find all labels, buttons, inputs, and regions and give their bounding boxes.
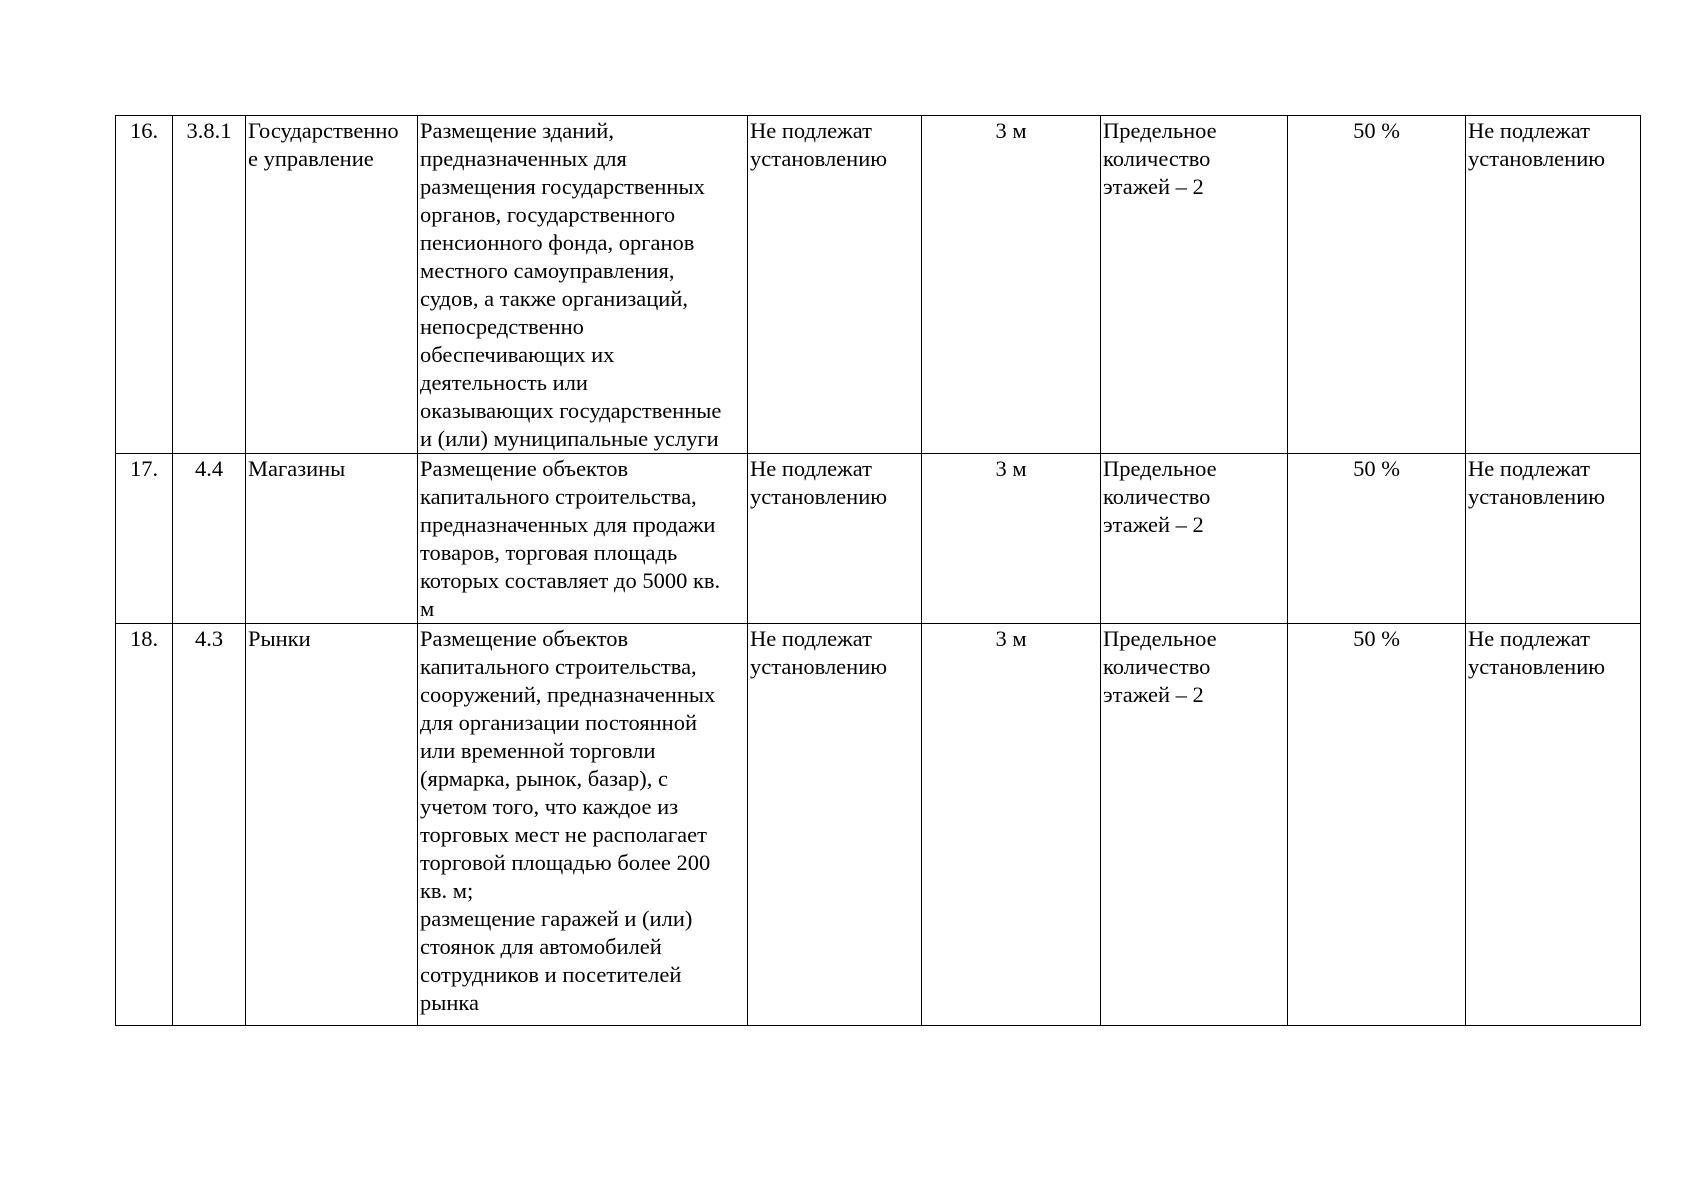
row-col-b-cell: 3 м (922, 116, 1101, 454)
row-description-cell: Размещение объектов капитального строительства, предназначенных для продажи товаров, торговая площадь которых составляет до 5000 кв. м (418, 454, 748, 624)
row-col-e-cell: Не подлежат установлению (1466, 454, 1641, 624)
row-description-cell: Размещение объектов капитального строительства, сооружений, предназначенных для организации постоянной или временной торговли (ярмарка, рынок, базар), с учетом того, что каждое из торговых мест не располагает торговой площадью более 200 кв. м; размещение гаражей и (или) стоянок для автомобилей сотрудников и посетителей рынка (418, 624, 748, 1026)
row-code-cell: 3.8.1 (173, 116, 246, 454)
row-col-c-cell: Предельное количество этажей – 2 (1101, 116, 1288, 454)
table-row (116, 116, 1641, 454)
row-col-a-cell: Не подлежат установлению (748, 624, 922, 1026)
row-name-cell: Рынки (246, 624, 418, 1026)
row-col-d-cell: 50 % (1288, 454, 1466, 624)
row-description-cell: Размещение зданий, предназначенных для размещения государственных органов, государственного пенсионного фонда, органов местного самоуправления, судов, а также организаций, непосредственно обеспечивающих их деятельность или оказывающих государственные и (или) муниципальные услуги (418, 116, 748, 454)
row-code-cell: 4.4 (173, 454, 246, 624)
row-number-cell: 18. (116, 624, 173, 1026)
row-name-cell: Государственно е управление (246, 116, 418, 454)
land-use-table (115, 115, 1641, 1026)
row-col-d-cell: 50 % (1288, 624, 1466, 1026)
row-name-cell: Магазины (246, 454, 418, 624)
row-col-e-cell: Не подлежат установлению (1466, 116, 1641, 454)
table-row (116, 624, 1641, 1026)
row-col-e-cell: Не подлежат установлению (1466, 624, 1641, 1026)
row-col-c-cell: Предельное количество этажей – 2 (1101, 454, 1288, 624)
row-number-cell: 17. (116, 454, 173, 624)
row-col-a-cell: Не подлежат установлению (748, 116, 922, 454)
table-row (116, 454, 1641, 624)
row-col-b-cell: 3 м (922, 624, 1101, 1026)
row-col-a-cell: Не подлежат установлению (748, 454, 922, 624)
row-code-cell: 4.3 (173, 624, 246, 1026)
row-col-c-cell: Предельное количество этажей – 2 (1101, 624, 1288, 1026)
row-number-cell: 16. (116, 116, 173, 454)
row-col-b-cell: 3 м (922, 454, 1101, 624)
row-col-d-cell: 50 % (1288, 116, 1466, 454)
